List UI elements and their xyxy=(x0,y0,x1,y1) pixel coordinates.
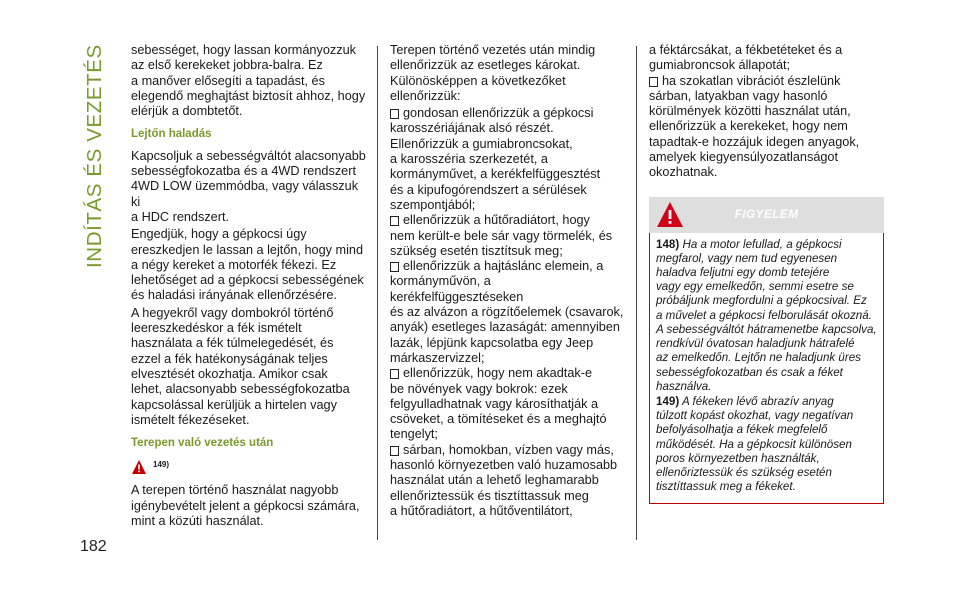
text-line: ellenőrizzük a hűtőradiátort, hogy xyxy=(403,213,590,228)
warning-item-149 xyxy=(656,395,877,494)
text-line: ellenőrizzük a kerekeket, hogy nem xyxy=(649,119,848,134)
text-line: tisztíttassuk meg a fékeket. xyxy=(656,480,796,494)
section-title-svg xyxy=(72,40,112,270)
checkbox-bullet-icon xyxy=(390,216,399,226)
text-line: Kapcsoljuk a sebességváltót alacsonyabb xyxy=(131,148,366,163)
text-line: elérjük a dombtetőt. xyxy=(131,104,243,119)
checkbox-bullet-icon xyxy=(390,369,399,379)
text-line: szempontjából; xyxy=(390,197,476,212)
col1-paragraph-4 xyxy=(131,483,366,529)
text-line: körülmények közötti használat után, xyxy=(649,104,851,119)
text-line: ezzel a fék hatékonyságának teljes xyxy=(131,351,328,366)
text-line: próbáljunk megfordulni a gépkocsival. Ez xyxy=(656,294,867,308)
checkbox-bullet-icon xyxy=(649,77,658,87)
text-line: a HDC rendszert. xyxy=(131,209,230,224)
column-2 xyxy=(390,43,625,519)
text-line: igénybevételt jelent a gépkocsi számára, xyxy=(131,498,360,513)
column-divider-2 xyxy=(636,46,637,540)
text-line: A terepen történő használat nagyobb xyxy=(131,483,339,498)
text-line: sebességet, hogy lassan kormányozzuk xyxy=(131,43,356,57)
bullet-text xyxy=(403,106,593,121)
heading-after-offroad: Terepen való vezetés után xyxy=(131,437,274,450)
warning-box xyxy=(649,233,884,505)
bullet-item xyxy=(390,443,625,458)
col2-intro xyxy=(390,43,625,104)
text-line: sárban, homokban, vízben vagy más, xyxy=(403,442,614,457)
text-line: haladva feljutni egy domb tetejére xyxy=(656,266,830,280)
text-line: anyák) esetleges lazaságát: amennyiben xyxy=(390,320,620,335)
bullet-item xyxy=(390,366,625,381)
warning-number: 149) xyxy=(656,394,680,408)
text-line: mint a közúti használat. xyxy=(131,514,264,529)
section-title-text: INDÍTÁS ÉS VEZETÉS xyxy=(83,44,106,268)
text-line: ellenőrizzük: xyxy=(390,88,461,103)
text-line: leereszkedéskor a fék ismételt xyxy=(131,321,302,336)
text-line: az emelkedőn. Lejtőn ne haladjunk üres xyxy=(656,351,861,365)
checkbox-bullet-icon xyxy=(390,109,399,119)
text-line: felgyulladhatnak vagy károsíthatják a xyxy=(390,396,599,411)
col1-paragraph-1 xyxy=(131,149,366,225)
bullet-item xyxy=(390,106,625,121)
warning-number: 148) xyxy=(656,237,680,251)
text-line: befolyásolhatja a fékek megfelelő xyxy=(656,423,828,437)
text-line: kormányművön, a kerékfelfüggesztéseken xyxy=(390,274,524,304)
text-line: 4WD LOW üzemmódba, vagy válasszuk ki xyxy=(131,179,359,209)
text-line: be növények vagy bokrok: ezek xyxy=(390,381,568,396)
text-line: Különösképpen a következőket xyxy=(390,73,566,88)
text-line: sebességfokozatban és csak a féket xyxy=(656,365,843,379)
text-line: kormányművet, a kerékfelfüggesztést xyxy=(390,167,601,182)
text-line: a négy kereket a motorfék fékezi. Ez xyxy=(131,257,337,272)
checkbox-bullet-icon xyxy=(390,262,399,272)
bullet-item xyxy=(649,74,884,89)
text-line: sárban, latyakban vagy hasonló xyxy=(649,88,828,103)
text-line: márkaszervizzel; xyxy=(390,350,485,365)
text-line: használata a fék túlmelegedését, és xyxy=(131,336,334,351)
text-line: elegendő meghajtást biztosít ahhoz, hogy xyxy=(131,88,366,103)
text-line: ismételt fékezéseket. xyxy=(131,412,250,427)
text-line: sebességfokozatba és a 4WD rendszert xyxy=(131,164,356,179)
heading-downhill: Lejtőn haladás xyxy=(131,128,212,141)
warning-reference-number: 149) xyxy=(153,460,170,470)
text-line: használat után a lehető leghamarabb xyxy=(390,473,599,488)
text-line: ellenőriztessük és szükség esetén xyxy=(656,465,832,479)
text-line: a manőver elősegíti a tapadást, és xyxy=(131,73,325,88)
text-line: szükség esetén tisztítsuk meg; xyxy=(390,243,563,258)
text-line: gumiabroncsok állapotát; xyxy=(649,58,791,73)
warning-title: FIGYELEM xyxy=(734,206,799,221)
text-line: ereszkedjen le lassan a lejtőn, hogy mind xyxy=(131,242,364,257)
column-3 xyxy=(649,43,884,504)
text-line: karosszériájának alsó részét. xyxy=(390,121,554,136)
text-line: A hegyekről vagy dombokról történő xyxy=(131,305,334,320)
text-line: ellenőrizzük, hogy nem akadtak-e xyxy=(403,366,593,381)
col1-paragraph-2 xyxy=(131,227,366,303)
text-line: az első kerekeket jobbra-balra. Ez xyxy=(131,58,323,73)
text-line: működését. Ha a gépkocsit különösen xyxy=(656,437,852,451)
text-line: vagy egy emelkedőn, semmi esetre se xyxy=(656,280,854,294)
text-line: tengelyt; xyxy=(390,427,438,442)
text-line: lazák, lépjünk kapcsolatba egy Jeep xyxy=(390,335,594,350)
column-divider-1 xyxy=(377,46,378,540)
text-line: poros környezetben használták, xyxy=(656,451,820,465)
warning-triangle-icon xyxy=(131,459,147,475)
text-line: és haladási irányának ellenőrzésére. xyxy=(131,288,337,303)
text-line: Ellenőrizzük a gumiabroncsokat, xyxy=(390,136,573,151)
bullet-item xyxy=(390,259,625,274)
text-line: tapadtak-e hozzájuk idegen anyagok, xyxy=(649,134,860,149)
text-line: és az alvázon a rögzítőelemek (csavarok, xyxy=(390,305,624,320)
page-number: 182 xyxy=(80,538,107,555)
text-line: nem került-e bele sár vagy törmelék, és xyxy=(390,228,613,243)
col1-paragraph-3 xyxy=(131,306,366,428)
col1-intro xyxy=(131,43,366,119)
text-line: lehetőséget ad a gépkocsi sebességének xyxy=(131,273,364,288)
text-line: Terepen történő vezetés után mindig xyxy=(390,43,596,57)
text-line: Engedjük, hogy a gépkocsi úgy xyxy=(131,227,307,242)
text-line: amelyek kiegyensúlyozatlanságot xyxy=(649,150,839,165)
bullet-item xyxy=(390,213,625,228)
text-line: használva. xyxy=(656,379,712,393)
text-line: rendkívül óvatosan haladjunk hátrafelé xyxy=(656,337,855,351)
text-line: a hűtőradiátort, a hűtőventilátort, xyxy=(390,503,573,518)
text-line: ellenőriztessük és tisztíttassuk meg xyxy=(390,488,589,503)
checkbox-bullet-icon xyxy=(390,446,399,456)
section-title-vertical xyxy=(72,40,112,270)
text-line: a karosszéria szerkezetét, a xyxy=(390,152,548,167)
text-line: ellenőrizzük az esetleges károkat. xyxy=(390,58,581,73)
text-line: gondosan ellenőrizzük a gépkocsi xyxy=(403,106,594,121)
text-line: hasonló környezetben való huzamosabb xyxy=(390,458,618,473)
text-line: és a kipufogórendszert a sérülések xyxy=(390,182,587,197)
text-line: csöveket, a tömítéseket és a meghajtó xyxy=(390,412,607,427)
column-1 xyxy=(131,43,366,531)
text-line: a művelet a gépkocsi felborulását okozná. xyxy=(656,308,872,322)
text-line: kapcsolással kerüljük a hirtelen vagy xyxy=(131,397,337,412)
warning-reference xyxy=(131,457,366,477)
text-line: túlzott kopást okozhat, vagy negatívan xyxy=(656,409,854,423)
warning-item-148 xyxy=(656,238,877,394)
text-line: A fékeken lévő abrazív anyag xyxy=(682,394,834,408)
text-line: megfarol, vagy nem tud egyenesen xyxy=(656,251,838,265)
text-line: ellenőrizzük a hajtáslánc elemein, a xyxy=(403,259,604,274)
warning-header xyxy=(649,197,884,233)
text-line: A sebességváltót hátramenetbe kapcsolva, xyxy=(656,322,877,336)
text-line: okozhatnak. xyxy=(649,165,718,180)
text-line: lehet, alacsonyabb sebességfokozatba xyxy=(131,382,350,397)
text-line: ha szokatlan vibrációt észlelünk xyxy=(662,73,841,88)
text-line: elvesztését okozhatja. Amikor csak xyxy=(131,366,328,381)
text-line: a féktárcsákat, a fékbetéteket és a xyxy=(649,43,843,57)
text-line: Ha a motor lefullad, a gépkocsi xyxy=(682,237,842,251)
